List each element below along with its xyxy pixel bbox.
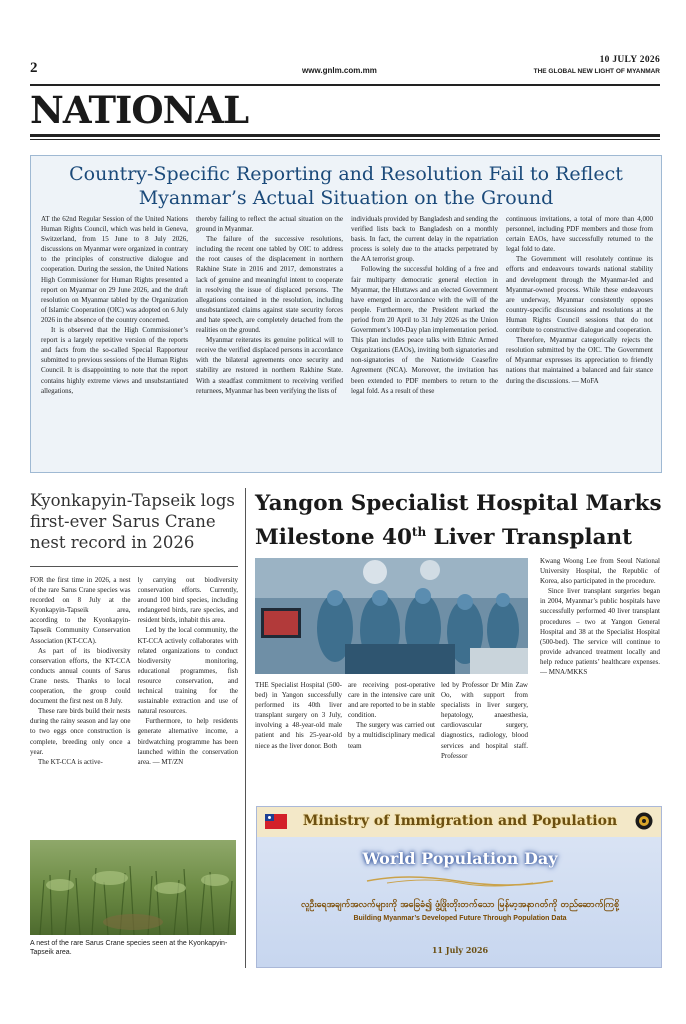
paragraph: Led by the local community, the KT-CCA actively collaborates with related organizations to conduct biodiversity monitoring, educational programmes, fish resource conservation, and technical training for the sustainable extraction and use of natural resources.	[137, 626, 238, 716]
paragraph: Therefore, Myanmar categorically rejects the resolution submitted by the OIC. The Government of Myanmar expresses its appreciation to friendly nations that maintained a balanced and fair stance during the discussions. — MoFA	[506, 336, 653, 385]
ministry-emblem-icon	[635, 812, 653, 830]
paragraph: The Government will resolutely continue its efforts and endeavours towards national stability and development through the Myanmar-led and Myanmar-owned process. While these endeavours are underway, Myanmar consistently opposes country-specific discussions and resolutions at the Human Rights Council sessions that do not contribute to constructive dialogue and cooperation.	[506, 255, 653, 335]
hospital-article-title	[255, 490, 662, 552]
crane-photo-caption: A nest of the rare Sarus Crane species seen at the Kyonkapyin-Tapseik area.	[30, 940, 228, 956]
paragraph: THE Specialist Hospital (500-bed) in Yangon successfully performed its 40th liver transplant surgery on 3 July, involving a 48-year-old male patient and his 25-year-old niece as the liver donor. Both	[255, 681, 342, 750]
paragraph: ly carrying out biodiversity conservation efforts. Currently, around 100 bird species, including endangered birds, rare species, and resident birds, inhabit this area.	[137, 576, 238, 625]
paragraph: The failure of the successive resolutions, including the recent one tabled by OIC to address the root causes of the displacement in northern Rakhine State in 2016 and 2017, demonstrates a lack of genuine and meaningful intent to cooperate in resolving the issue of displaced persons. The allegations contained in the resolution, including unsubstantiated claims against state security forces and hate speech, are completely detached from the realities on the ground.	[196, 235, 343, 335]
lead-article-title: Country-Specific Reporting and Resolution Fail to Reflect Myanmar’s Actual Situation on the Ground	[69, 163, 623, 209]
hospital-column-3	[441, 680, 528, 800]
world-population-day-ad	[256, 806, 662, 968]
paragraph: Following the successful holding of a free and fair multiparty democratic general election in Myanmar, the Hluttaws and an elected Government have emerged in accordance with the will of the people. Furthermore, the President marked the period from 20 April to 31 July 2026 as the Union Government’s 100-Day plan implementation period. This plan includes peace talks with Ethnic Armed Organizations (EAOs), inviting both signatories and non-signatories of the Nationwide Ceasefire Agreement (NCA). Moreover, the invitation has been extended to PDF members to return to the legal fold. As a result of these	[351, 265, 498, 395]
crane-nest-photo	[30, 840, 236, 935]
paragraph: The surgery was carried out by a multidisciplinary medical team	[348, 721, 435, 750]
site-url[interactable]: www.gnlm.com.mm	[302, 66, 377, 75]
column-divider	[245, 488, 246, 968]
paragraph: Kwang Woong Lee from Seoul National University Hospital, the Republic of Korea, also participated in the procedure.	[540, 557, 660, 586]
page-header	[30, 55, 660, 82]
ad-burmese-slogan: လူဦးရေအချက်အလက်များကို အခြေခံ၍ ဖွံ့ဖြိုးတိုးတက်သော မြန်မာ့အနာဂတ်ကို တည်ဆောက်ကြစို့	[300, 900, 620, 910]
section-title: NATIONAL	[30, 88, 249, 132]
paragraph: continuous invitations, a total of more than 4,000 personnel, including PDF members and those from certain EAOs, have successfully returned to the legal fold to date.	[506, 215, 653, 254]
section-rule-thin	[30, 139, 660, 140]
lead-article	[30, 155, 662, 473]
paragraph: These rare birds build their nests during the rainy season and lay one to two eggs once construction is complete, breeding only once a year.	[30, 707, 131, 756]
lead-column-3	[351, 214, 498, 469]
ad-theme: Building Myanmar’s Developed Future Through Population Data	[353, 915, 567, 922]
ad-ministry: Ministry of Immigration and Population	[302, 813, 618, 829]
paragraph: AT the 62nd Regular Session of the United Nations Human Rights Council, which was held in Geneva, Switzerland, from 15 June to 8 July 2026, discussions on Myanmar were organized in contrary to the principles of constructive dialogue and cooperation. During the session, the United Nations High Commissioner for Human Rights presented a report on Myanmar on 29 June 2026, and the draft resolution on Myanmar tabled by the Organization of Islamic Cooperation (OIC) was adopted on 6 July 2026 in the absence of the country concerned.	[41, 215, 188, 324]
hospital-column-2	[348, 680, 435, 800]
page-number: 2	[30, 60, 38, 76]
crane-article-title: Kyonkapyin-Tapseik logs first-ever Sarus Crane nest record in 2026	[30, 491, 235, 552]
lead-column-2	[196, 214, 343, 469]
paragraph: individuals provided by Bangladesh and sending the verified lists back to Bangladesh on a monthly basis. In fact, the current delay in the repatriation process is solely due to the attacks perpetrated by the AA terrorist group.	[351, 215, 498, 264]
hospital-title-end: Liver Transplant	[426, 525, 633, 551]
paragraph: As part of its biodiversity conservation efforts, the KT-CCA conducts annual counts of Sarus Crane nests. Thanks to local cooperation, the group could document the first nest on 8 July.	[30, 646, 131, 706]
lead-column-4	[506, 214, 653, 469]
paper-name: THE GLOBAL NEW LIGHT OF MYANMAR	[533, 68, 660, 75]
ad-date: 11 July 2026	[431, 945, 489, 955]
section-rule	[30, 134, 660, 137]
paragraph: thereby failing to reflect the actual situation on the ground in Myanmar.	[196, 215, 343, 234]
ad-event-title: World Population Day	[362, 849, 558, 868]
paragraph: It is observed that the High Commissioner’s report is a largely repetitive version of the reports and facts from the so-called Special Rapporteur submitted to previous sessions of the Human Rights Council. It is disappointing to note that the report contains highly extreme views and unsubstantiated allegations,	[41, 326, 188, 395]
crane-article	[30, 490, 238, 970]
hospital-title-main: Yangon Specialist Hospital Marks Milestone 40	[255, 491, 662, 551]
paragraph: FOR the first time in 2026, a nest of the rare Sarus Crane species was recorded on 8 July at the Kyonkapyin-Tapseik area, according to the Kyonkapyin-Tapseik Community Conservation Association (KT-CCA).	[30, 576, 131, 645]
hospital-column-1	[255, 680, 342, 800]
paragraph: Since liver transplant surgeries began in 2004, Myanmar’s public hospitals have successfully performed 40 liver transplant procedures – two at Yangon General Hospital and 38 at the Specialist Hospital (500-bed). The service will continue to provide advanced treatment locally and help reduce patients’ healthcare expenses. — MNA/MKKS	[540, 587, 660, 677]
hospital-article-body	[255, 680, 528, 800]
surgery-photo	[255, 558, 528, 674]
crane-title-rule	[30, 566, 238, 567]
paragraph: The KT-CCA is active-	[38, 757, 103, 766]
paragraph: Myanmar reiterates its genuine political will to receive the verified displaced persons in accordance with the bilateral agreements once security and stability are restored in northern Rakhine State. With a steadfast commitment to receiving verified returnees, Myanmar has been verifying the lists of	[196, 336, 343, 395]
header-rule	[30, 84, 660, 86]
paragraph: led by Professor Dr Min Zaw Oo, with support from specialists in liver surgery, hepatology, anaesthesia, cardiovascular surgery, diagnostics, radiology, blood services and hospital staff. Professor	[441, 681, 528, 760]
issue-date: 10 JULY 2026	[599, 55, 660, 65]
paragraph: are receiving post-operative care in the intensive care unit and are reported to be in stable condition.	[348, 681, 435, 720]
myanmar-flag-icon	[265, 814, 287, 829]
hospital-title-sup: th	[411, 525, 427, 539]
hospital-article	[255, 490, 662, 810]
ornament-swirl-icon	[357, 873, 563, 889]
paragraph: Furthermore, to help residents generate alternative income, a birdwatching programme has been launched within the conservation area. — MT/ZN	[137, 717, 238, 766]
hospital-column-4	[540, 556, 660, 806]
lead-column-1	[41, 214, 188, 469]
lead-article-body	[41, 214, 653, 469]
